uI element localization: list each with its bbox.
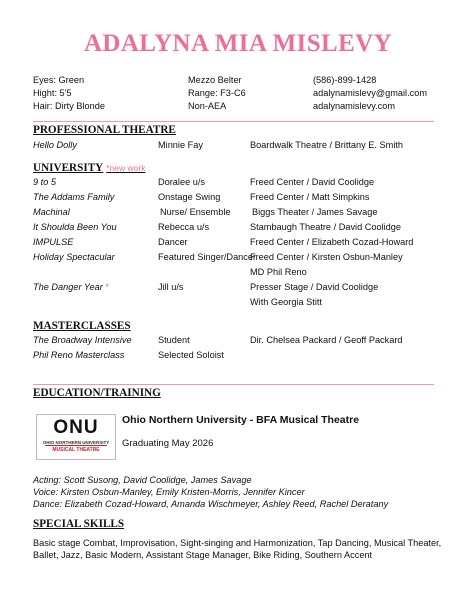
- credit-venue: Dir. Chelsea Packard / Geoff Packard: [250, 335, 403, 345]
- section-heading-professional: PROFESSIONAL THEATRE: [33, 124, 176, 136]
- credit-role: Onstage Swing: [158, 192, 221, 202]
- show-title: The Danger Year: [33, 282, 103, 292]
- logo-university-name: OHIO NORTHERN UNIVERSITY: [42, 440, 110, 445]
- logo-wordmark: ONU: [53, 417, 99, 438]
- credit-role: Nurse/ Ensemble: [160, 207, 231, 217]
- credit-venue-continued: MD Phil Reno: [250, 267, 307, 277]
- credit-show: Holiday Spectacular: [33, 252, 115, 262]
- credit-venue-continued: With Georgia Stitt: [250, 297, 322, 307]
- credit-show: Hello Dolly: [33, 140, 77, 150]
- credit-show: It Shoulda Been You: [33, 222, 117, 232]
- credit-show: The Broadway Intensive: [33, 335, 132, 345]
- credit-role: Doralee u/s: [158, 177, 205, 187]
- new-work-note: *new work: [106, 163, 146, 173]
- credit-role: Selected Soloist: [158, 350, 224, 360]
- acting-teachers: Acting: Scott Susong, David Coolidge, James Savage: [33, 475, 252, 485]
- credit-show: 9 to 5: [33, 177, 56, 187]
- voice-teachers: Voice: Kirsten Osbun-Manley, Emily Kristen-Morris, Jennifer Kincer: [33, 487, 305, 497]
- height-text: Hight: 5'5: [33, 88, 72, 98]
- credit-venue: Freed Center / Elizabeth Cozad-Howard: [250, 237, 414, 247]
- credit-role: Rebecca u/s: [158, 222, 210, 232]
- credit-role: Student: [158, 335, 190, 345]
- credit-venue: Freed Center / David Coolidge: [250, 177, 375, 187]
- section-heading-masterclasses: MASTERCLASSES: [33, 320, 131, 332]
- heading-text: UNIVERSITY: [33, 162, 104, 174]
- eyes-text: Eyes: Green: [33, 75, 85, 85]
- credit-role: Minnie Fay: [158, 140, 203, 150]
- onu-logo: [36, 414, 116, 460]
- credit-show: IMPULSE: [33, 237, 74, 247]
- school-degree: Ohio Northern University - BFA Musical Theatre: [122, 414, 360, 426]
- credit-show: Machinal: [33, 207, 70, 217]
- skills-line: Ballet, Jazz, Basic Modern, Assistant Stage Manager, Bike Riding, Southern Accent: [33, 550, 373, 560]
- divider: [33, 121, 434, 122]
- credit-role: Featured Singer/Dancer: [158, 252, 257, 262]
- credit-show: The Addams Family: [33, 192, 115, 202]
- email-link[interactable]: adalynamislevy@gmail.com: [313, 88, 428, 98]
- credit-venue: Freed Center / Matt Simpkins: [250, 192, 370, 202]
- credit-venue: Stambaugh Theatre / David Coolidge: [250, 222, 402, 232]
- section-heading-education: EDUCATION/TRAINING: [33, 387, 161, 399]
- credit-venue: Freed Center / Kirsten Osbun-Manley: [250, 252, 403, 262]
- credit-role: Dancer: [158, 237, 188, 247]
- credit-role: Jill u/s: [158, 282, 184, 292]
- phone-text: (586)-899-1428: [313, 75, 377, 85]
- union-status-text: Non-AEA: [188, 101, 227, 111]
- skills-line: Basic stage Combat, Improvisation, Sight-singing and Harmonization, Tap Dancing, Musical Theater,: [33, 538, 442, 548]
- section-heading-university: [33, 162, 145, 174]
- new-work-star: *: [105, 282, 109, 292]
- credit-venue: Boardwalk Theatre / Brittany E. Smith: [250, 140, 404, 150]
- credit-venue: Biggs Theater / James Savage: [252, 207, 378, 217]
- section-heading-skills: SPECIAL SKILLS: [33, 518, 125, 530]
- website-link[interactable]: adalynamislevy.com: [313, 101, 396, 111]
- credit-show: Phil Reno Masterclass: [33, 350, 125, 360]
- graduation-date: Graduating May 2026: [122, 438, 214, 449]
- credit-show: [33, 281, 109, 294]
- logo-department: MUSICAL THEATRE: [52, 447, 100, 453]
- dance-teachers: Dance: Elizabeth Cozad-Howard, Amanda Wischmeyer, Ashley Reed, Rachel Deratany: [33, 499, 389, 509]
- credit-venue: Presser Stage / David Coolidge: [250, 282, 379, 292]
- hair-text: Hair: Dirty Blonde: [33, 101, 105, 111]
- logo-rule: [45, 445, 107, 446]
- resume-name: ADALYNA MIA MISLEVY: [83, 30, 393, 57]
- voice-type-text: Mezzo Belter: [188, 75, 242, 85]
- divider: [33, 384, 434, 385]
- range-text: Range: F3-C6: [188, 88, 246, 98]
